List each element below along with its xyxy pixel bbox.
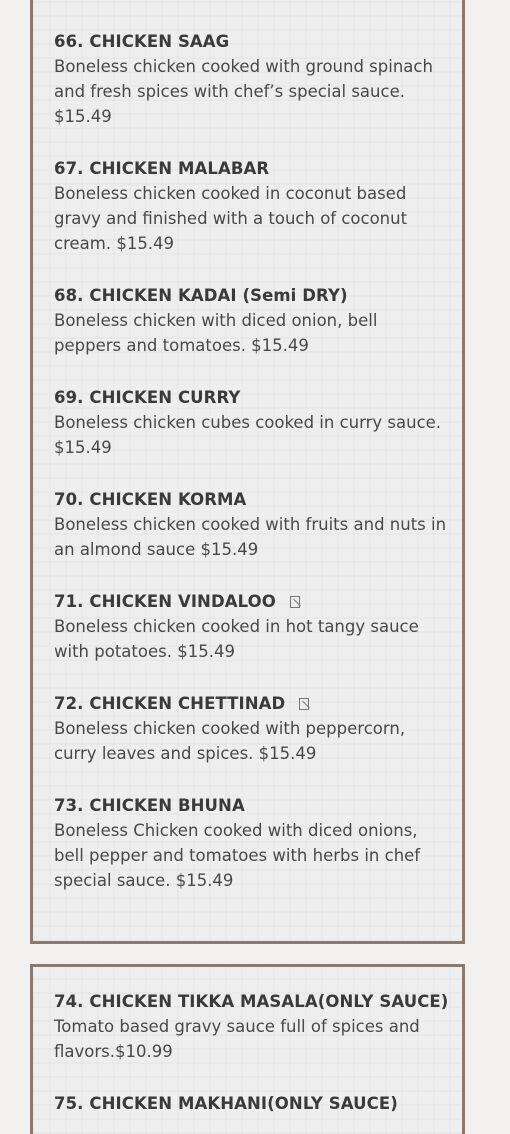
menu-item-name: 66. CHICKEN SAAG — [54, 32, 230, 51]
menu-item-chicken-vindaloo — [54, 589, 449, 664]
menu-item-description: Boneless chicken cooked in hot tangy sauce with potatoes. $15.49 — [54, 617, 419, 661]
menu-item-chicken-kadai — [54, 283, 449, 358]
menu-item-name: 73. CHICKEN BHUNA — [54, 796, 245, 815]
menu-item-description: Boneless chicken cooked with ground spinach and fresh spices with chef’s special sauce. $15.49 — [54, 57, 433, 126]
menu-item-name-row — [54, 691, 449, 716]
menu-item-name: 70. CHICKEN KORMA — [54, 490, 247, 509]
menu-item-chicken-korma — [54, 487, 449, 562]
menu-item-tikka-masala-sauce — [54, 989, 449, 1064]
menu-item-chicken-malabar — [54, 156, 449, 256]
spicy-icon — [290, 596, 300, 608]
menu-item-name: 69. CHICKEN CURRY — [54, 388, 241, 407]
menu-item-chicken-saag — [54, 29, 449, 129]
menu-item-makhani-sauce — [54, 1091, 449, 1116]
menu-item-name: 75. CHICKEN MAKHANI(ONLY SAUCE) — [54, 1094, 398, 1113]
menu-item-name: 71. CHICKEN VINDALOO — [54, 592, 276, 611]
menu-item-name-row — [54, 589, 449, 614]
spicy-icon — [299, 698, 309, 710]
menu-item-name: 72. CHICKEN CHETTINAD — [54, 694, 286, 713]
menu-item-description: Boneless chicken cooked with peppercorn, curry leaves and spices. $15.49 — [54, 719, 406, 763]
menu-item-description: Boneless chicken cubes cooked in curry sauce. $15.49 — [54, 413, 442, 457]
menu-panel-chicken — [30, 0, 465, 944]
menu-item-description: Boneless chicken with diced onion, bell peppers and tomatoes. $15.49 — [54, 311, 378, 355]
menu-item-description: Tomato based gravy sauce full of spices and flavors.$10.99 — [54, 1017, 420, 1061]
menu-item-chicken-chettinad — [54, 691, 449, 766]
menu-item-description: Boneless Chicken cooked with diced onions, bell pepper and tomatoes with herbs in chef special sauce. $15.49 — [54, 821, 421, 890]
menu-item-name: 68. CHICKEN KADAI (Semi DRY) — [54, 286, 348, 305]
menu-panel-sauces — [30, 964, 465, 1134]
menu-item-chicken-curry — [54, 385, 449, 460]
menu-item-name: 67. CHICKEN MALABAR — [54, 159, 270, 178]
menu-item-name: 74. CHICKEN TIKKA MASALA(ONLY SAUCE) — [54, 992, 449, 1011]
menu-item-description: Boneless chicken cooked in coconut based gravy and finished with a touch of coconut cream. $15.49 — [54, 184, 408, 253]
menu-item-chicken-bhuna — [54, 793, 449, 893]
menu-item-description: Boneless chicken cooked with fruits and nuts in an almond sauce $15.49 — [54, 515, 447, 559]
